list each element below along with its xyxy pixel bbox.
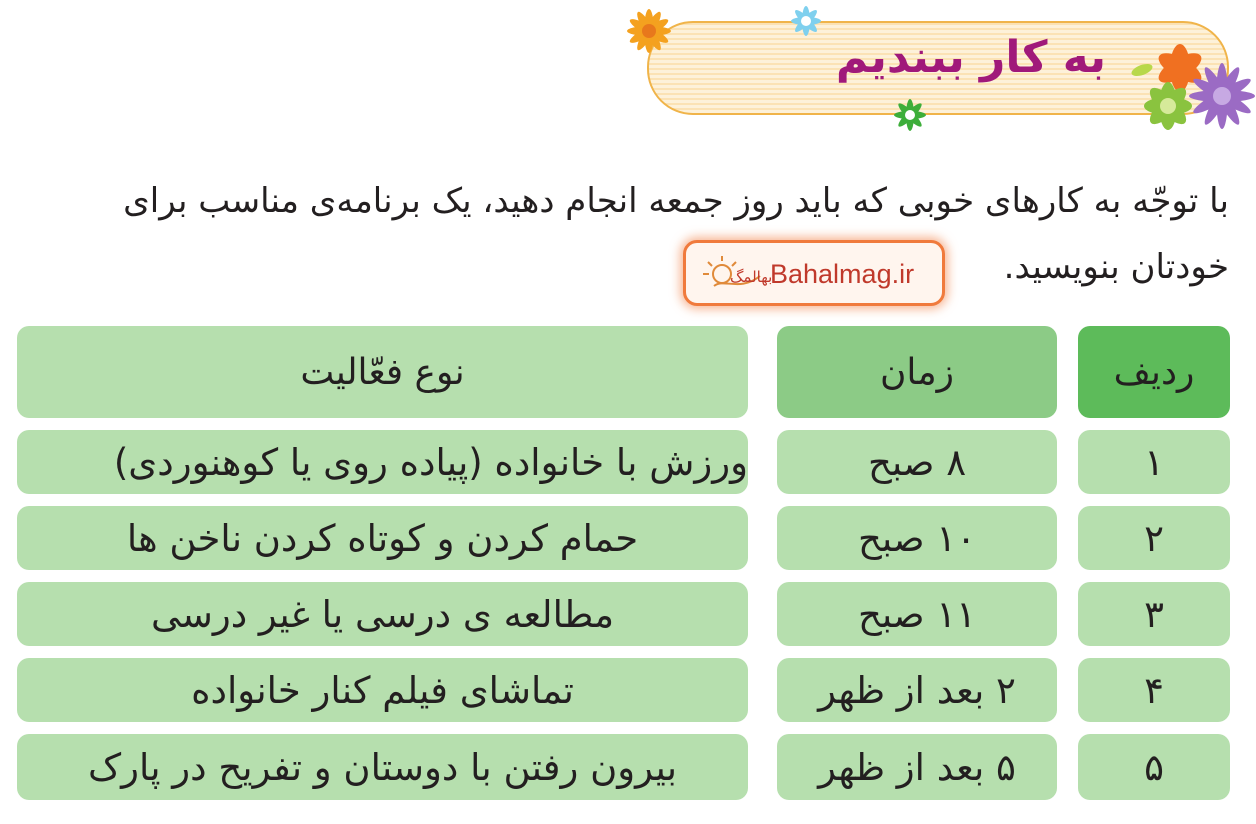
time-cell: ۵ بعد از ظهر: [777, 734, 1057, 800]
blue-flower-icon: [787, 2, 825, 40]
watermark-text: Bahalmag.ir: [770, 259, 915, 289]
activity-cell: مطالعه ی درسی یا غیر درسی: [17, 582, 748, 646]
watermark-badge: [683, 240, 945, 306]
flower-cluster-icon: [1130, 30, 1256, 148]
header-row-number: ردیف: [1078, 326, 1230, 418]
logo-text: بهالمگ: [730, 268, 773, 286]
time-cell: ۸ صبح: [777, 430, 1057, 494]
header-time: زمان: [777, 326, 1057, 418]
header-activity: نوع فعّالیت: [17, 326, 748, 418]
activity-cell: ورزش با خانواده (پیاده روی یا کوهنوردی): [17, 430, 748, 494]
row-number-cell: ۴: [1078, 658, 1230, 722]
green-flower-icon: [890, 95, 930, 135]
time-cell: ۱۰ صبح: [777, 506, 1057, 570]
orange-flower-icon: [620, 2, 678, 60]
time-cell: ۱۱ صبح: [777, 582, 1057, 646]
section-title: به کار ببندیم: [835, 32, 1106, 83]
sun-logo-icon: [700, 252, 773, 296]
row-number-cell: ۳: [1078, 582, 1230, 646]
row-number-cell: ۱: [1078, 430, 1230, 494]
time-cell: ۲ بعد از ظهر: [777, 658, 1057, 722]
activity-cell: حمام کردن و کوتاه کردن ناخن ها: [17, 506, 748, 570]
activity-cell: تماشای فیلم کنار خانواده: [17, 658, 748, 722]
row-number-cell: ۵: [1078, 734, 1230, 800]
instruction-text: با توجّه به کارهای خوبی که باید روز جمعه انجام دهید، یک برنامه‌ی مناسب برای خودتان بنویسید.: [123, 181, 1229, 287]
row-number-cell: ۲: [1078, 506, 1230, 570]
activity-cell: بیرون رفتن با دوستان و تفریح در پارک: [17, 734, 748, 800]
